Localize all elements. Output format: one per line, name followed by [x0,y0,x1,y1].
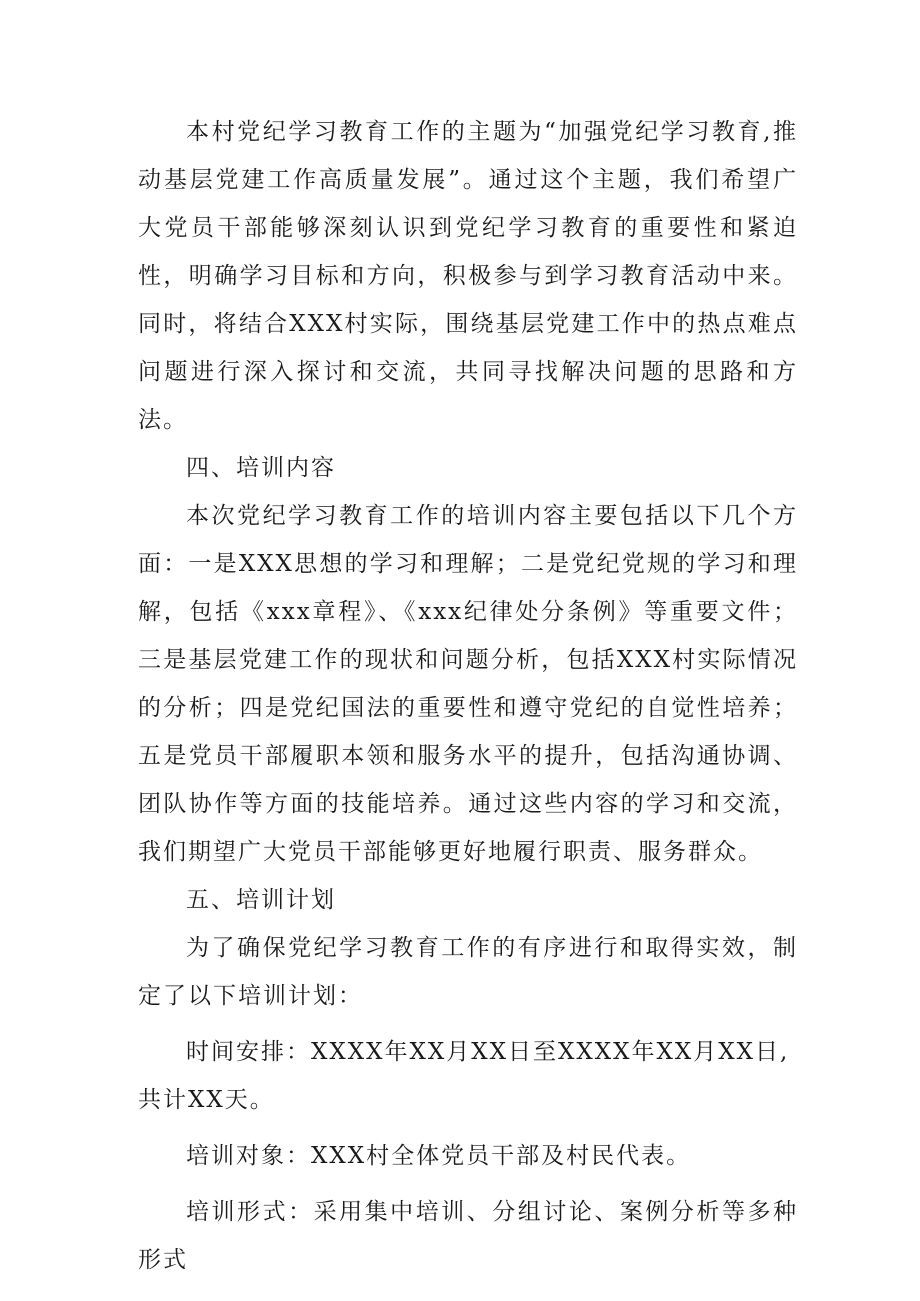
training-plan-intro: 为了确保党纪学习教育工作的有序进行和取得实效，制定了以下培训计划： [138,935,798,1009]
training-content-paragraph: 本次党纪学习教育工作的培训内容主要包括以下几个方面：一是XXX思想的学习和理解；二是党纪党规的学习和理解，包括《xxx章程》、《xxx纪律处分条例》等重要文件；三是基层党建工作的现状和问题分析，包括XXX村实际情况的分析；四是党纪国法的重要性和遵守党纪的自觉性培养；五是党员干部履职本领和服务水平的提升，包括沟通协调、团队协作等方面的技能培养。通过这些内容的学习和交流，我们期望广大党员干部能够更好地履行职责、服务群众。 [138,503,798,865]
schedule-paragraph: 时间安排：XXXX年XX月XX日至XXXX年XX月XX日, 共计XX天。 [138,1039,790,1113]
section-heading-training-plan: 五、培训计划 [186,887,336,913]
format-paragraph: 培训形式：采用集中培训、分组讨论、案例分析等多种形式 [138,1199,798,1273]
audience-paragraph: 培训对象：XXX村全体党员干部及村民代表。 [186,1143,692,1169]
document-body [138,108,798,1284]
section-heading-training-content: 四、培训内容 [186,455,336,481]
theme-paragraph: 本村党纪学习教育工作的主题为“加强党纪学习教育,推动基层党建工作高质量发展”。通过这个主题，我们希望广大党员干部能够深刻认识到党纪学习教育的重要性和紧迫性，明确学习目标和方向，积极参与到学习教育活动中来。同时，将结合XXX村实际，围绕基层党建工作中的热点难点问题进行深入探讨和交流，共同寻找解决问题的思路和方法。 [138,119,798,433]
